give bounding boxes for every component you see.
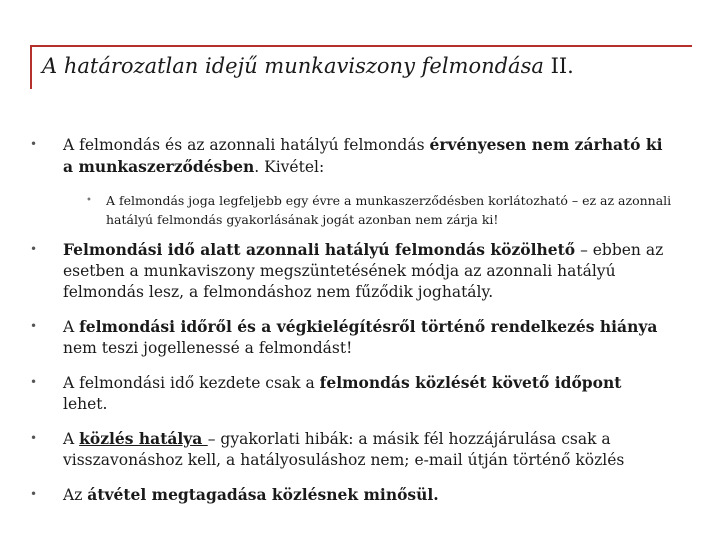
bullet-icon: •	[30, 137, 38, 151]
bullet-item-4	[30, 372, 670, 415]
slide-title	[42, 54, 574, 78]
bullet-5-post: – gyakorlati hibák: a másik fél hozzájárulása csak a visszavonáshoz kell, a hatályosuláshoz nem; e-mail útján történő közlés	[63, 430, 625, 469]
sub-bullet-1-text: A felmondás joga legfeljebb egy évre a munkaszerződésben korlátozható – ez az azonnali hatályú felmondás gyakorlásának jogát azonban nem zárja ki!	[106, 193, 672, 227]
bullet-icon: •	[30, 375, 38, 389]
bullet-icon: •	[30, 431, 38, 445]
bullet-2-bold: Felmondási idő alatt azonnali hatályú felmondás közölhető	[63, 240, 576, 259]
bullet-4-post: lehet.	[63, 395, 108, 413]
bullet-3-post: nem teszi jogellenessé a felmondást!	[63, 339, 353, 357]
bullet-item-5	[30, 428, 670, 471]
slide-title-roman: II.	[550, 54, 574, 78]
bullet-3-pre: A	[63, 318, 80, 336]
bullet-item-2	[30, 239, 670, 303]
bullet-3-bold: felmondási időről és a végkielégítésről történő rendelkezés hiánya	[79, 317, 658, 336]
bullet-1-bold: érvényesen nem zárható ki a munkaszerződésben	[63, 135, 663, 176]
bullet-1-pre: A felmondás és az azonnali hatályú felmondás	[63, 136, 430, 154]
bullet-1-post: . Kivétel:	[254, 158, 325, 176]
bullet-icon: •	[30, 242, 38, 256]
sub-bullet-icon: •	[86, 195, 92, 206]
bullet-item-1	[30, 134, 670, 178]
bullet-5-underlined: közlés hatálya	[79, 429, 208, 448]
bullet-list	[30, 134, 670, 519]
bullet-5-pre: A	[63, 430, 80, 448]
bullet-icon: •	[30, 319, 38, 333]
bullet-4-pre: A felmondási idő kezdete csak a	[63, 374, 320, 392]
bullet-item-3	[30, 316, 670, 359]
slide-title-main: A határozatlan idejű munkaviszony felmondása	[42, 54, 551, 78]
sub-bullet-item-1	[58, 191, 686, 229]
bullet-item-6	[30, 484, 670, 506]
bullet-icon: •	[30, 487, 38, 501]
bullet-2-post: – ebben az esetben a munkaviszony megszüntetésének módja az azonnali hatályú felmondás lesz, a felmondáshoz nem fűződik joghatály.	[63, 241, 664, 301]
bullet-4-bold: felmondás közlését követő időpont	[319, 373, 622, 392]
bullet-6-pre: Az	[63, 486, 88, 504]
bullet-6-bold: átvétel megtagadása közlésnek minősül.	[87, 485, 439, 504]
